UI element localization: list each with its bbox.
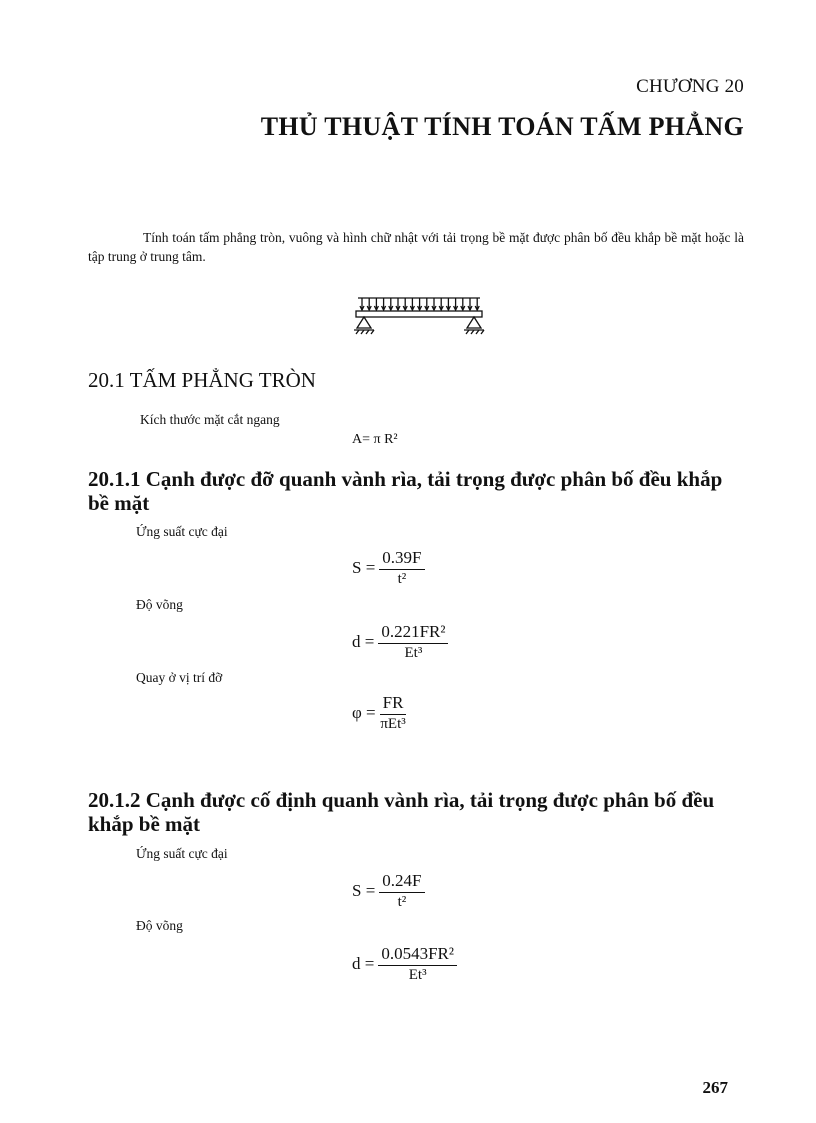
- page-number: 267: [702, 1078, 728, 1097]
- deflection-formula-2: [352, 944, 457, 984]
- formula-denominator: πEt³: [380, 716, 406, 732]
- formula-lhs: φ =: [352, 703, 376, 722]
- rotation-label: Quay ở vị trí đỡ: [136, 670, 223, 685]
- formula-lhs: S =: [352, 558, 376, 577]
- max-stress-label-2: Ứng suất cực đại: [136, 846, 228, 861]
- chapter-label: CHƯƠNG 20: [636, 76, 744, 97]
- intro-paragraph: Tính toán tấm phẳng tròn, vuông và hình chữ nhật với tải trọng bề mặt được phân bố đều khắp bề mặt hoặc là tập trung ở trung tâm.: [88, 230, 744, 264]
- formula-denominator: Et³: [408, 967, 427, 983]
- chapter-title: THỦ THUẬT TÍNH TOÁN TẤM PHẲNG: [260, 112, 744, 141]
- section-heading-20-1-2: 20.1.2 Cạnh được cố định quanh vành rìa, tải trọng được phân bố đều khắp bề mặt: [88, 788, 715, 836]
- rotation-formula: [352, 693, 406, 733]
- section-heading-20-1-1: 20.1.1 Cạnh được đỡ quanh vành rìa, tải trọng được phân bố đều khắp bề mặt: [88, 467, 723, 515]
- cross-section-label: Kích thước mặt cắt ngang: [140, 412, 280, 427]
- section-heading-20-1: 20.1 TẤM PHẲNG TRÒN: [88, 368, 316, 392]
- max-stress-formula-1: [352, 548, 425, 588]
- max-stress-label-1: Ứng suất cực đại: [136, 524, 228, 539]
- formula-denominator: t²: [397, 571, 407, 587]
- formula-numerator: FR: [380, 693, 407, 715]
- plate-load-diagram: [352, 294, 488, 342]
- formula-numerator: 0.24F: [379, 871, 424, 893]
- deflection-label-2: Độ võng: [136, 918, 183, 933]
- deflection-label-1: Độ võng: [136, 597, 183, 612]
- formula-denominator: t²: [397, 894, 407, 910]
- formula-numerator: 0.221FR²: [378, 622, 448, 644]
- area-formula: A= π R²: [352, 432, 398, 447]
- formula-lhs: S =: [352, 881, 376, 900]
- formula-lhs: d =: [352, 954, 375, 973]
- formula-numerator: 0.39F: [379, 548, 424, 570]
- deflection-formula-1: [352, 622, 448, 662]
- formula-numerator: 0.0543FR²: [378, 944, 457, 966]
- formula-lhs: d =: [352, 632, 375, 651]
- formula-denominator: Et³: [404, 645, 423, 661]
- max-stress-formula-2: [352, 871, 425, 911]
